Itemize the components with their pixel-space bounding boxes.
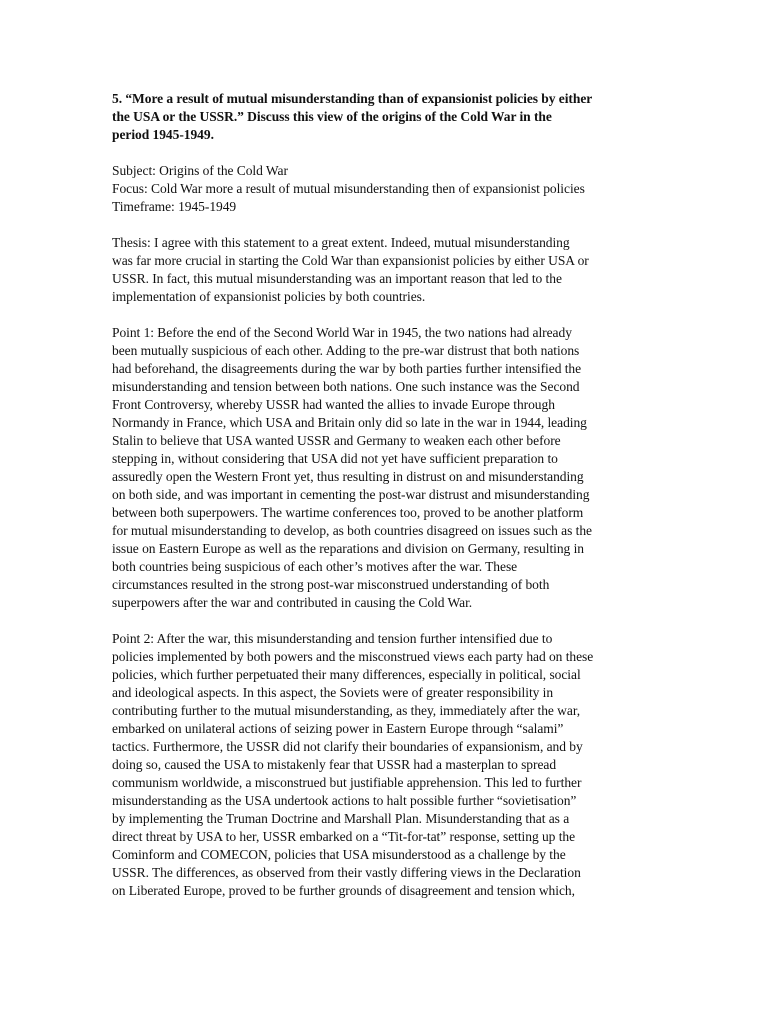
document-page	[112, 90, 657, 918]
paragraph-line: USSR. In fact, this mutual misunderstanding was an important reason that led to the	[112, 271, 562, 286]
paragraph-line: misunderstanding as the USA undertook actions to halt possible further “sovietisation”	[112, 793, 577, 808]
paragraph-line: by implementing the Truman Doctrine and Marshall Plan. Misunderstanding that as a	[112, 811, 570, 826]
paragraph-line: USSR. The differences, as observed from their vastly differing views in the Declaration	[112, 865, 581, 880]
paragraph-line: Stalin to believe that USA wanted USSR and Germany to weaken each other before	[112, 433, 561, 448]
paragraph-line: implementation of expansionist policies by both countries.	[112, 289, 426, 304]
focus-line: Focus: Cold War more a result of mutual misunderstanding then of expansionist policies	[112, 181, 585, 196]
paragraph-line: on Liberated Europe, proved to be further grounds of disagreement and tension which,	[112, 883, 575, 898]
paragraph-line: communism worldwide, a misconstrued but justifiable apprehension. This led to further	[112, 775, 582, 790]
point-1-paragraph	[112, 324, 657, 612]
point-2-paragraph	[112, 630, 657, 900]
paragraph-line: Point 2: After the war, this misunderstanding and tension further intensified due to	[112, 631, 553, 646]
paragraph-line: was far more crucial in starting the Cold War than expansionist policies by either USA or	[112, 253, 589, 268]
paragraph-line: embarked on unilateral actions of seizing power in Eastern Europe through “salami”	[112, 721, 564, 736]
paragraph-line: assuredly open the Western Front yet, thus resulting in distrust on and misunderstanding	[112, 469, 584, 484]
paragraph-line: Front Controversy, whereby USSR had wanted the allies to invade Europe through	[112, 397, 555, 412]
subject-line: Subject: Origins of the Cold War	[112, 163, 288, 178]
paragraph-line: for mutual misunderstanding to develop, as both countries disagreed on issues such as the	[112, 523, 592, 538]
paragraph-line: both countries being suspicious of each other’s motives after the war. These	[112, 559, 518, 574]
paragraph-line: on both side, and was important in cementing the post-war distrust and misunderstanding	[112, 487, 590, 502]
paragraph-line: Point 1: Before the end of the Second World War in 1945, the two nations had already	[112, 325, 572, 340]
paragraph-line: policies, which further perpetuated their many differences, especially in political, social	[112, 667, 581, 682]
paragraph-line: misunderstanding and tension between both nations. One such instance was the Second	[112, 379, 580, 394]
paragraph-line: stepping in, without considering that USA did not yet have sufficient preparation to	[112, 451, 558, 466]
paragraph-line: direct threat by USA to her, USSR embarked on a “Tit-for-tat” response, setting up the	[112, 829, 576, 844]
question-line: period 1945-1949.	[112, 127, 214, 142]
paragraph-line: contributing further to the mutual misunderstanding, as they, immediately after the war,	[112, 703, 581, 718]
paragraph-line: been mutually suspicious of each other. Adding to the pre-war distrust that both nations	[112, 343, 580, 358]
question-heading	[112, 90, 657, 144]
essay-meta	[112, 162, 657, 216]
paragraph-line: Thesis: I agree with this statement to a great extent. Indeed, mutual misunderstanding	[112, 235, 570, 250]
paragraph-line: superpowers after the war and contributed in causing the Cold War.	[112, 595, 473, 610]
question-line: 5. “More a result of mutual misunderstanding than of expansionist policies by either	[112, 91, 593, 106]
timeframe-line: Timeframe: 1945-1949	[112, 199, 237, 214]
question-line: the USA or the USSR.” Discuss this view of the origins of the Cold War in the	[112, 109, 552, 124]
paragraph-line: between both superpowers. The wartime conferences too, proved to be another platform	[112, 505, 584, 520]
paragraph-line: had beforehand, the disagreements during the war by both parties further intensified the	[112, 361, 582, 376]
paragraph-line: tactics. Furthermore, the USSR did not clarify their boundaries of expansionism, and by	[112, 739, 583, 754]
paragraph-line: Normandy in France, which USA and Britain only did so late in the war in 1944, leading	[112, 415, 587, 430]
thesis-paragraph	[112, 234, 657, 306]
paragraph-line: doing so, caused the USA to mistakenly fear that USSR had a masterplan to spread	[112, 757, 557, 772]
paragraph-line: and ideological aspects. In this aspect, the Soviets were of greater responsibility in	[112, 685, 554, 700]
paragraph-line: policies implemented by both powers and the misconstrued views each party had on these	[112, 649, 594, 664]
paragraph-line: Cominform and COMECON, policies that USA misunderstood as a challenge by the	[112, 847, 566, 862]
paragraph-line: issue on Eastern Europe as well as the reparations and division on Germany, resulting in	[112, 541, 584, 556]
paragraph-line: circumstances resulted in the strong post-war misconstrued understanding of both	[112, 577, 550, 592]
